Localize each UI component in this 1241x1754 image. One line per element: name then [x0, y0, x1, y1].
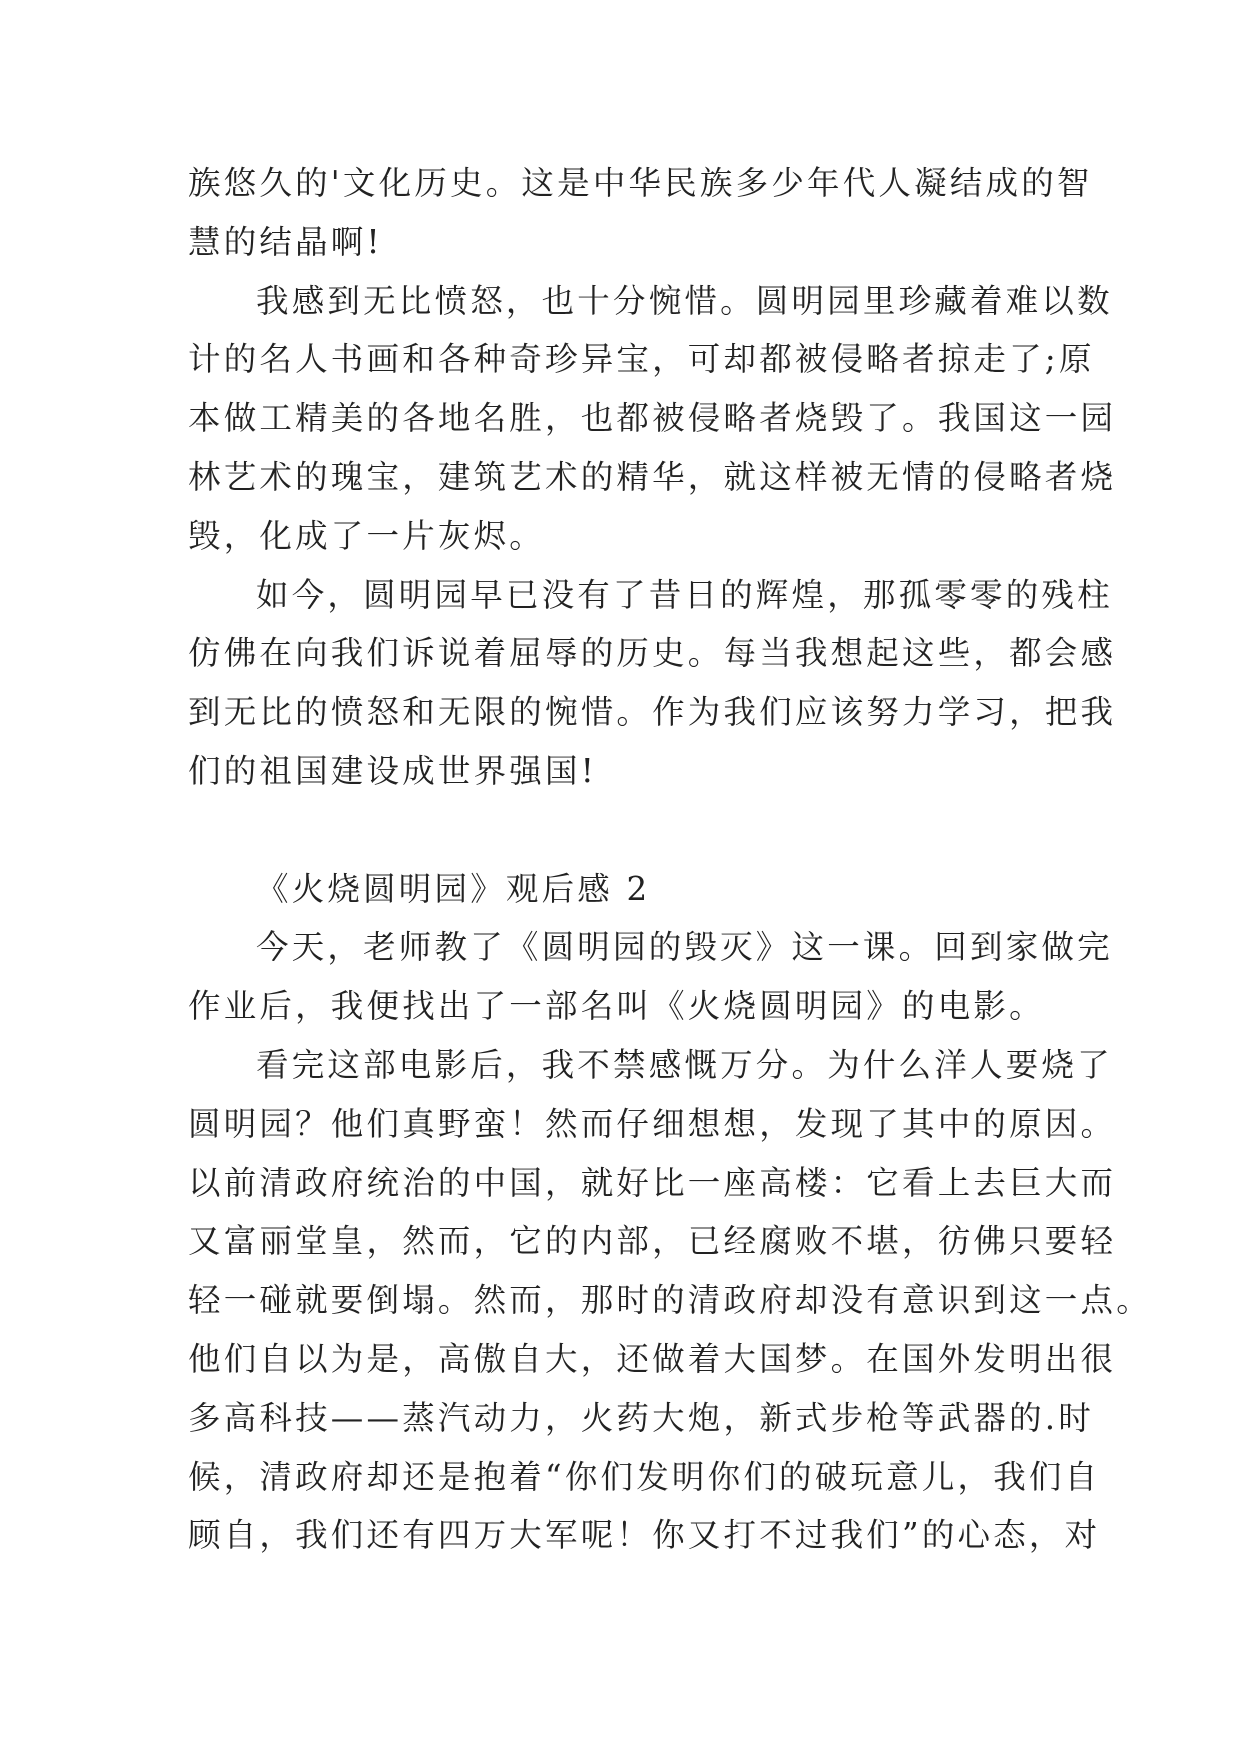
text-line: 圆明园？他们真野蛮！然而仔细想想，发现了其中的原因。 [188, 1104, 1117, 1143]
text-line: 族悠久的'文化历史。这是中华民族多少年代人凝结成的智 [188, 164, 1093, 202]
text-line: 们的祖国建设成世界强国! [188, 751, 597, 790]
document-body [188, 154, 1152, 1565]
paragraph-start-line: 看完这部电影后，我不禁感慨万分。为什么洋人要烧了 [256, 1045, 1113, 1084]
text-line: 林艺术的瑰宝，建筑艺术的精华，就这样被无情的侵略者烧 [188, 457, 1117, 496]
text-line: 到无比的愤怒和无限的惋惜。作为我们应该努力学习，把我 [188, 693, 1117, 732]
text-line: 计的名人书画和各种奇珍异宝，可却都被侵略者掠走了;原 [188, 340, 1095, 379]
text-line: 仿佛在向我们诉说着屈辱的历史。每当我想起这些，都会感 [188, 634, 1117, 673]
section-spacer [188, 801, 1068, 860]
text-line: 他们自以为是，高傲自大，还做着大国梦。在国外发明出很 [188, 1339, 1117, 1378]
text-line: 候，清政府却还是抱着“你们发明你们的破玩意儿，我们自 [188, 1457, 1101, 1496]
text-line: 以前清政府统治的中国，就好比一座高楼：它看上去巨大而 [188, 1163, 1117, 1202]
text-line: 本做工精美的各地名胜，也都被侵略者烧毁了。我国这一园 [188, 399, 1117, 438]
paragraph-start-line: 如今，圆明园早已没有了昔日的辉煌，那孤零零的残柱 [256, 575, 1113, 614]
paragraph-start-line: 今天，老师教了《圆明园的毁灭》这一课。回到家做完 [256, 928, 1113, 967]
text-line: 顾自，我们还有四万大军呢！你又打不过我们”的心态，对 [188, 1516, 1101, 1555]
text-line: 又富丽堂皇，然而，它的内部，已经腐败不堪，彷佛只要轻 [188, 1222, 1117, 1261]
text-line: 作业后，我便找出了一部名叫《火烧圆明园》的电影。 [188, 987, 1045, 1026]
paragraph-start-line: 我感到无比愤怒，也十分惋惜。圆明园里珍藏着难以数 [256, 281, 1113, 320]
text-line: 轻一碰就要倒塌。然而，那时的清政府却没有意识到这一点。 [188, 1281, 1152, 1320]
text-line: 慧的结晶啊! [188, 222, 383, 261]
text-line: 多高科技——蒸汽动力，火药大炮，新式步枪等武器的.时 [188, 1398, 1095, 1437]
section-title: 《火烧圆明园》观后感 2 [256, 869, 651, 908]
text-line: 毁，化成了一片灰烬。 [188, 516, 546, 555]
